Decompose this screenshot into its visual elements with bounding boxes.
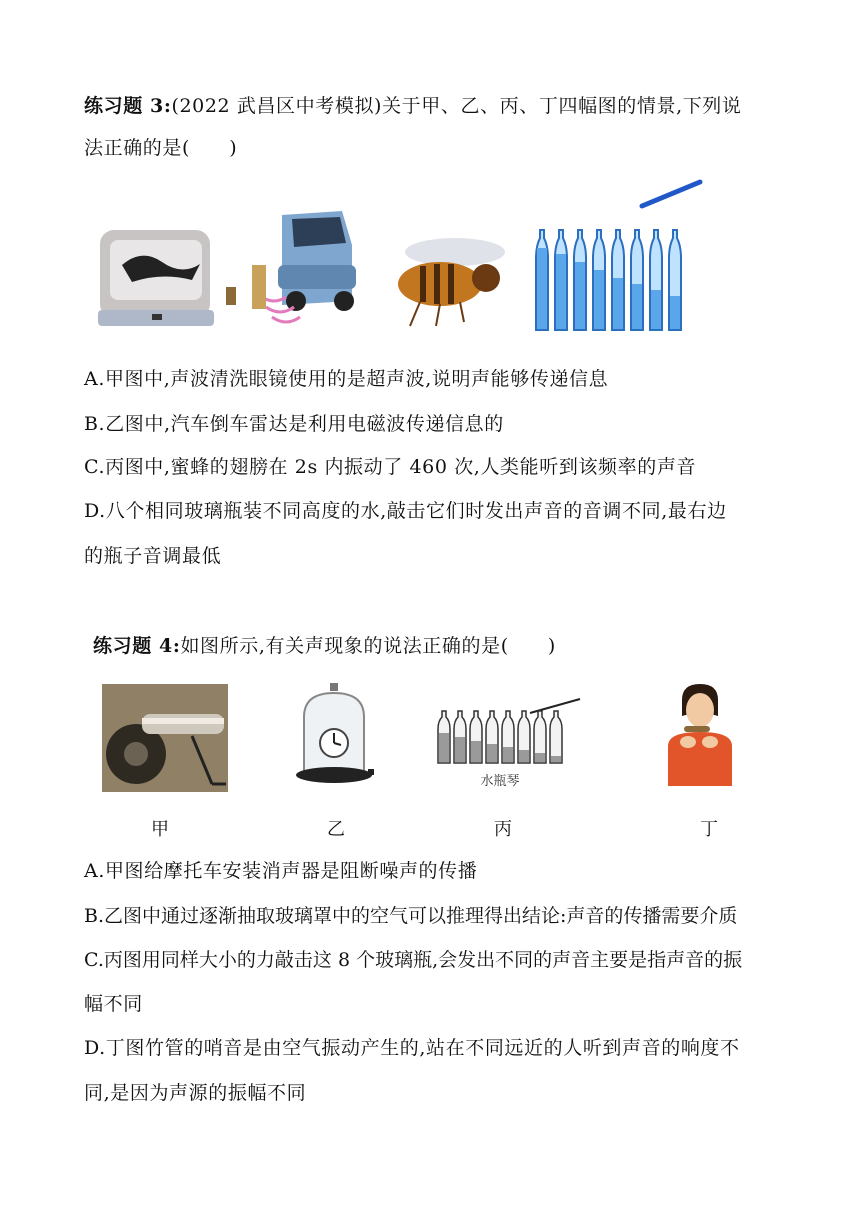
q4-option-c-line2: 幅不同: [84, 993, 143, 1015]
figure-caption-bing: 丙: [494, 819, 512, 840]
car-reversing-radar-image: [222, 205, 357, 335]
q3-label: 练习题 3:: [84, 95, 172, 117]
water-bottle-label: 水瓶琴: [480, 774, 520, 789]
bee-image: [380, 222, 510, 332]
q3-option-d-line1: D.八个相同玻璃瓶装不同高度的水,敲击它们时发出声音的音调不同,最右边: [84, 500, 727, 522]
figure-caption-jia: 甲: [151, 819, 169, 840]
q4-option-d-line1: D.丁图竹管的哨音是由空气振动产生的,站在不同远近的人听到声音的响度不: [84, 1037, 740, 1059]
q3-option-d-line2: 的瓶子音调最低: [84, 545, 222, 567]
water-bottle-xylophone-image: [434, 697, 584, 791]
q3-option-b: B.乙图中,汽车倒车雷达是利用电磁波传递信息的: [84, 413, 504, 435]
q3-stem-text: (2022 武昌区中考模拟)关于甲、乙、丙、丁四幅图的情景,下列说: [171, 95, 742, 117]
q4-stem-text: 如图所示,有关声现象的说法正确的是( ): [180, 635, 556, 657]
ultrasonic-cleaner-image: [92, 220, 222, 332]
q3-stem-line2: 法正确的是( ): [84, 137, 238, 159]
eight-water-bottles-image: [528, 178, 708, 338]
bell-jar-clock-image: [294, 683, 374, 789]
q4-option-a: A.甲图给摩托车安装消声器是阻断噪声的传播: [84, 860, 478, 882]
motorcycle-muffler-image: [102, 684, 228, 792]
q3-stem-line1: [84, 92, 742, 120]
q4-option-b: B.乙图中通过逐渐抽取玻璃罩中的空气可以推理得出结论:声音的传播需要介质: [84, 905, 738, 927]
q4-stem: [93, 632, 556, 660]
q4-option-d-line2: 同,是因为声源的振幅不同: [84, 1082, 307, 1104]
q3-option-a: A.甲图中,声波清洗眼镜使用的是超声波,说明声能够传递信息: [84, 368, 609, 390]
figure-caption-yi: 乙: [327, 819, 345, 840]
q4-option-c-line1: C.丙图用同样大小的力敲击这 8 个玻璃瓶,会发出不同的声音主要是指声音的振: [84, 949, 743, 971]
q3-option-c: C.丙图中,蜜蜂的翅膀在 2s 内振动了 460 次,人类能听到该频率的声音: [84, 456, 697, 478]
q4-label: 练习题 4:: [93, 635, 181, 657]
figure-caption-ding: 丁: [700, 819, 718, 840]
girl-bamboo-whistle-image: [654, 680, 746, 786]
